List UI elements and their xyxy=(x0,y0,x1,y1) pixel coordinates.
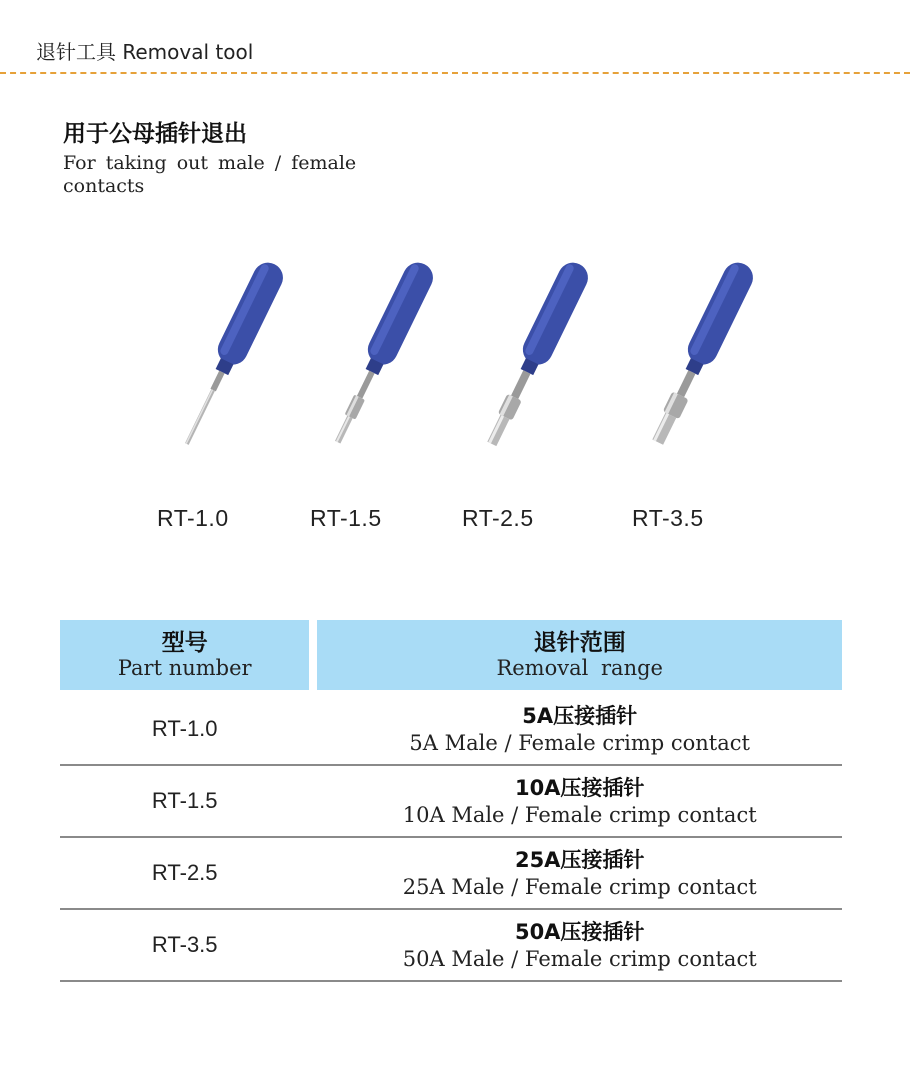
table-row xyxy=(60,766,842,838)
intro-title-cn: 用于公母插针退出 xyxy=(63,121,247,147)
header-removal-range-en: Removal range xyxy=(496,656,663,680)
header-part-number-cn: 型号 xyxy=(161,630,208,656)
tool-image-rt-1-0 xyxy=(150,240,290,480)
header-divider xyxy=(0,72,910,74)
range-en: 50A Male / Female crimp contact xyxy=(402,946,757,971)
table-header-row xyxy=(60,620,842,690)
range-en: 25A Male / Female crimp contact xyxy=(402,874,757,899)
tool-gallery xyxy=(0,240,910,480)
range-en: 5A Male / Female crimp contact xyxy=(409,730,750,755)
range-cn: 50A压接插针 xyxy=(514,919,645,944)
tool-image-rt-2-5 xyxy=(455,240,595,480)
table-row xyxy=(60,910,842,982)
table-row xyxy=(60,838,842,910)
header-removal-range xyxy=(317,620,842,690)
intro-title-en: For taking out male / female contacts xyxy=(63,152,357,197)
tool-label-rt-1-5: RT-1.5 xyxy=(310,505,382,531)
header-part-number-en: Part number xyxy=(117,656,252,680)
tool-label-rt-3-5: RT-3.5 xyxy=(632,505,704,531)
range-cn: 10A压接插针 xyxy=(514,775,645,800)
table-row xyxy=(60,694,842,766)
header-removal-range-cn: 退针范围 xyxy=(533,630,626,656)
part-number: RT-1.0 xyxy=(151,716,218,741)
tool-label-rt-1-0: RT-1.0 xyxy=(157,505,229,531)
tool-image-rt-3-5 xyxy=(620,240,760,480)
part-number: RT-2.5 xyxy=(151,860,218,885)
part-number: RT-1.5 xyxy=(151,788,218,813)
range-cn: 25A压接插针 xyxy=(514,847,645,872)
range-en: 10A Male / Female crimp contact xyxy=(402,802,757,827)
tool-image-rt-1-5 xyxy=(300,240,440,480)
spec-table xyxy=(60,620,842,982)
range-cn: 5A压接插针 xyxy=(522,703,638,728)
tool-label-rt-2-5: RT-2.5 xyxy=(462,505,534,531)
header-part-number xyxy=(60,620,309,690)
page-header-title: 退针工具 Removal tool xyxy=(36,40,254,64)
part-number: RT-3.5 xyxy=(151,932,218,957)
